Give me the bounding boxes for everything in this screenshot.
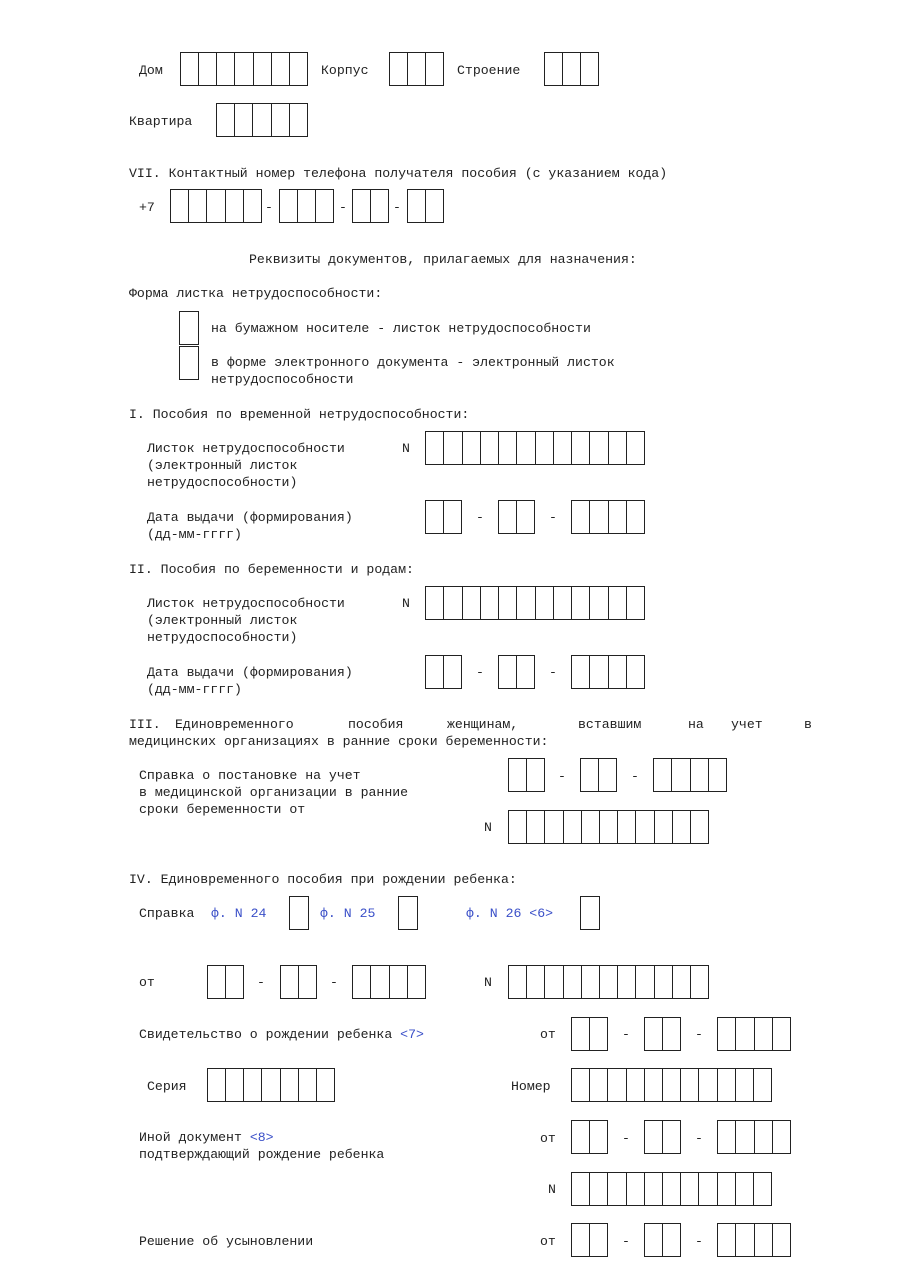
char-cell[interactable] bbox=[408, 53, 426, 85]
issue-day-input[interactable] bbox=[425, 500, 462, 534]
structure-input[interactable] bbox=[544, 52, 599, 86]
spravka-year-input[interactable] bbox=[352, 965, 426, 999]
char-cell[interactable] bbox=[298, 190, 316, 222]
char-cell[interactable] bbox=[171, 190, 189, 222]
char-cell[interactable] bbox=[681, 1173, 699, 1205]
birth-cert-day-input[interactable] bbox=[571, 1017, 608, 1051]
section-3-heading-word: вставшим bbox=[578, 717, 642, 732]
char-cell[interactable] bbox=[463, 587, 481, 619]
date-dash: - bbox=[631, 769, 639, 784]
sick-sheet-label: нетрудоспособности) bbox=[147, 475, 298, 490]
other-doc-day-input[interactable] bbox=[571, 1120, 608, 1154]
section-3-heading-word: Единовременного bbox=[175, 717, 294, 732]
char-cell[interactable] bbox=[718, 1173, 736, 1205]
sick-form-title: Форма листка нетрудоспособности: bbox=[129, 286, 383, 301]
issue-date-format: (дд-мм-гггг) bbox=[147, 527, 242, 542]
phone-heading: VII. Контактный номер телефона получателя пособия (с указанием кода) bbox=[129, 166, 668, 181]
registration-cert-label: Справка о постановке на учет bbox=[139, 768, 361, 783]
char-cell[interactable] bbox=[663, 1173, 681, 1205]
paper-option-label: на бумажном носителе - листок нетрудоспособности bbox=[211, 321, 591, 336]
char-cell[interactable] bbox=[509, 966, 527, 998]
issue-date-label: Дата выдачи (формирования) bbox=[147, 665, 353, 680]
char-cell[interactable] bbox=[545, 966, 563, 998]
char-cell[interactable] bbox=[590, 1224, 607, 1256]
char-cell[interactable] bbox=[217, 53, 235, 85]
electronic-option-label: в форме электронного документа - электронный листок bbox=[211, 355, 615, 370]
char-cell[interactable] bbox=[691, 966, 708, 998]
char-cell[interactable] bbox=[736, 1173, 754, 1205]
number-label: N bbox=[402, 596, 410, 611]
char-cell[interactable] bbox=[736, 1224, 754, 1256]
char-cell[interactable] bbox=[590, 1173, 608, 1205]
char-cell[interactable] bbox=[590, 587, 608, 619]
char-cell[interactable] bbox=[408, 190, 426, 222]
char-cell[interactable] bbox=[572, 656, 590, 688]
date-dash: - bbox=[558, 769, 566, 784]
char-cell[interactable] bbox=[208, 966, 226, 998]
char-cell[interactable] bbox=[226, 190, 244, 222]
char-cell[interactable] bbox=[499, 656, 517, 688]
char-cell[interactable] bbox=[235, 104, 253, 136]
char-cell[interactable] bbox=[426, 53, 443, 85]
char-cell[interactable] bbox=[609, 501, 627, 533]
phone-prefix: +7 bbox=[139, 200, 155, 215]
char-cell[interactable] bbox=[673, 811, 691, 843]
adoption-month-input[interactable] bbox=[644, 1223, 681, 1257]
char-cell[interactable] bbox=[444, 501, 461, 533]
number-label: N bbox=[548, 1182, 556, 1197]
char-cell[interactable] bbox=[590, 1018, 607, 1050]
char-cell[interactable] bbox=[672, 759, 690, 791]
char-cell[interactable] bbox=[371, 966, 389, 998]
char-cell[interactable] bbox=[590, 501, 608, 533]
sick-sheet-label: (электронный листок bbox=[147, 458, 298, 473]
date-dash: - bbox=[549, 665, 557, 680]
char-cell[interactable] bbox=[709, 759, 726, 791]
char-cell[interactable] bbox=[290, 53, 307, 85]
registration-cert-label: в медицинской организации в ранние bbox=[139, 785, 409, 800]
issue-year-input[interactable] bbox=[571, 500, 645, 534]
electronic-sheet-checkbox[interactable] bbox=[179, 346, 199, 380]
char-cell[interactable] bbox=[499, 432, 517, 464]
char-cell[interactable] bbox=[554, 587, 572, 619]
from-label: от bbox=[540, 1131, 556, 1146]
char-cell[interactable] bbox=[563, 53, 581, 85]
char-cell[interactable] bbox=[572, 432, 590, 464]
pregnancy-sheet-number-input[interactable] bbox=[425, 586, 645, 620]
char-cell[interactable] bbox=[718, 1224, 736, 1256]
char-cell[interactable] bbox=[572, 1018, 590, 1050]
section-3-heading-word: III. bbox=[129, 717, 161, 732]
char-cell[interactable] bbox=[654, 759, 672, 791]
adoption-day-input[interactable] bbox=[571, 1223, 608, 1257]
char-cell[interactable] bbox=[444, 432, 462, 464]
char-cell[interactable] bbox=[463, 432, 481, 464]
spravka-label: Справка bbox=[139, 906, 195, 921]
birth-cert-note-link[interactable]: <7> bbox=[400, 1027, 424, 1042]
char-cell[interactable] bbox=[699, 1069, 717, 1101]
char-cell[interactable] bbox=[353, 966, 371, 998]
char-cell[interactable] bbox=[736, 1069, 754, 1101]
char-cell[interactable] bbox=[627, 432, 644, 464]
section-1-heading: I. Пособия по временной нетрудоспособности: bbox=[129, 407, 470, 422]
form-26-link[interactable]: ф. N 26 <6> bbox=[466, 906, 554, 921]
char-cell[interactable] bbox=[645, 1173, 663, 1205]
char-cell[interactable] bbox=[673, 966, 691, 998]
form-24-checkbox[interactable] bbox=[289, 896, 309, 930]
char-cell[interactable] bbox=[627, 501, 644, 533]
char-cell[interactable] bbox=[281, 966, 299, 998]
section-3-heading-word: женщинам, bbox=[447, 717, 519, 732]
char-cell[interactable] bbox=[408, 966, 425, 998]
char-cell[interactable] bbox=[444, 587, 462, 619]
phone-dash: - bbox=[265, 200, 273, 215]
char-cell[interactable] bbox=[572, 1173, 590, 1205]
char-cell[interactable] bbox=[773, 1018, 790, 1050]
char-cell[interactable] bbox=[663, 1224, 680, 1256]
char-cell[interactable] bbox=[499, 501, 517, 533]
from-label: от bbox=[139, 975, 155, 990]
char-cell[interactable] bbox=[627, 587, 644, 619]
phone-dash: - bbox=[393, 200, 401, 215]
char-cell[interactable] bbox=[509, 759, 527, 791]
char-cell[interactable] bbox=[590, 1069, 608, 1101]
form-25-checkbox[interactable] bbox=[398, 896, 418, 930]
char-cell[interactable] bbox=[390, 53, 408, 85]
section-3-heading-word: на bbox=[688, 717, 704, 732]
char-cell[interactable] bbox=[582, 811, 600, 843]
number-label: N bbox=[402, 441, 410, 456]
char-cell[interactable] bbox=[426, 190, 443, 222]
date-dash: - bbox=[695, 1131, 703, 1146]
char-cell[interactable] bbox=[517, 587, 535, 619]
date-dash: - bbox=[549, 510, 557, 525]
char-cell[interactable] bbox=[681, 1069, 699, 1101]
char-cell[interactable] bbox=[590, 432, 608, 464]
char-cell[interactable] bbox=[754, 1069, 771, 1101]
sick-sheet-label: Листок нетрудоспособности bbox=[147, 596, 345, 611]
char-cell[interactable] bbox=[545, 53, 563, 85]
date-dash: - bbox=[622, 1027, 630, 1042]
adoption-label: Решение об усыновлении bbox=[139, 1234, 314, 1249]
char-cell[interactable] bbox=[217, 104, 235, 136]
sick-sheet-label: Листок нетрудоспособности bbox=[147, 441, 345, 456]
series-label: Серия bbox=[147, 1079, 187, 1094]
char-cell[interactable] bbox=[609, 656, 627, 688]
char-cell[interactable] bbox=[316, 190, 333, 222]
char-cell[interactable] bbox=[600, 811, 618, 843]
section-4-heading: IV. Единовременного пособия при рождении ребенка: bbox=[129, 872, 517, 887]
sick-sheet-label: (электронный листок bbox=[147, 613, 298, 628]
char-cell[interactable] bbox=[572, 501, 590, 533]
section-3-heading-word: в bbox=[804, 717, 812, 732]
char-cell[interactable] bbox=[699, 1173, 717, 1205]
char-cell[interactable] bbox=[582, 966, 600, 998]
char-cell[interactable] bbox=[618, 966, 636, 998]
issue-date-label: Дата выдачи (формирования) bbox=[147, 510, 353, 525]
char-cell[interactable] bbox=[599, 759, 616, 791]
form-24-link[interactable]: ф. N 24 bbox=[211, 906, 267, 921]
section-3-heading-word: учет bbox=[731, 717, 763, 732]
date-dash: - bbox=[476, 665, 484, 680]
char-cell[interactable] bbox=[564, 811, 582, 843]
phone-part3-input[interactable] bbox=[407, 189, 444, 223]
apartment-input[interactable] bbox=[216, 103, 308, 137]
char-cell[interactable] bbox=[663, 1121, 680, 1153]
building-input[interactable] bbox=[389, 52, 444, 86]
char-cell[interactable] bbox=[371, 190, 388, 222]
section-3-heading-word: пособия bbox=[348, 717, 404, 732]
char-cell[interactable] bbox=[645, 1018, 663, 1050]
char-cell[interactable] bbox=[608, 1069, 626, 1101]
date-dash: - bbox=[622, 1234, 630, 1249]
char-cell[interactable] bbox=[609, 587, 627, 619]
char-cell[interactable] bbox=[645, 1224, 663, 1256]
spravka-number-input[interactable] bbox=[508, 965, 709, 999]
char-cell[interactable] bbox=[636, 966, 654, 998]
char-cell[interactable] bbox=[773, 1224, 790, 1256]
adoption-year-input[interactable] bbox=[717, 1223, 791, 1257]
phone-part2-input[interactable] bbox=[352, 189, 389, 223]
char-cell[interactable] bbox=[244, 190, 261, 222]
phone-code-input[interactable] bbox=[170, 189, 262, 223]
char-cell[interactable] bbox=[691, 759, 709, 791]
char-cell[interactable] bbox=[590, 1121, 607, 1153]
birth-cert-series-input[interactable] bbox=[207, 1068, 335, 1102]
char-cell[interactable] bbox=[718, 1069, 736, 1101]
building-label: Корпус bbox=[321, 63, 369, 78]
char-cell[interactable] bbox=[517, 501, 534, 533]
date-dash: - bbox=[695, 1027, 703, 1042]
date-dash: - bbox=[476, 510, 484, 525]
section-2-heading: II. Пособия по беременности и родам: bbox=[129, 562, 414, 577]
char-cell[interactable] bbox=[426, 656, 444, 688]
char-cell[interactable] bbox=[545, 811, 563, 843]
other-doc-number-input[interactable] bbox=[571, 1172, 772, 1206]
char-cell[interactable] bbox=[226, 1069, 244, 1101]
other-doc-note-link[interactable]: <8> bbox=[249, 1130, 274, 1145]
char-cell[interactable] bbox=[509, 811, 527, 843]
number-word-label: Номер bbox=[511, 1079, 551, 1094]
char-cell[interactable] bbox=[572, 1224, 590, 1256]
date-dash: - bbox=[622, 1131, 630, 1146]
char-cell[interactable] bbox=[655, 966, 673, 998]
char-cell[interactable] bbox=[536, 432, 554, 464]
char-cell[interactable] bbox=[527, 759, 544, 791]
cert-number-input[interactable] bbox=[508, 810, 709, 844]
char-cell[interactable] bbox=[390, 966, 408, 998]
char-cell[interactable] bbox=[581, 759, 599, 791]
date-dash: - bbox=[257, 975, 265, 990]
char-cell[interactable] bbox=[272, 53, 290, 85]
structure-label: Строение bbox=[457, 63, 521, 78]
char-cell[interactable] bbox=[755, 1121, 773, 1153]
char-cell[interactable] bbox=[272, 104, 290, 136]
section-3-heading-line2: медицинских организациях в ранние сроки беременности: bbox=[129, 734, 549, 749]
char-cell[interactable] bbox=[481, 587, 499, 619]
char-cell[interactable] bbox=[207, 190, 225, 222]
paper-sheet-checkbox[interactable] bbox=[179, 311, 199, 345]
electronic-option-label: нетрудоспособности bbox=[211, 372, 354, 387]
issue-month-input[interactable] bbox=[498, 655, 535, 689]
char-cell[interactable] bbox=[244, 1069, 262, 1101]
char-cell[interactable] bbox=[627, 656, 644, 688]
char-cell[interactable] bbox=[317, 1069, 334, 1101]
char-cell[interactable] bbox=[718, 1121, 736, 1153]
char-cell[interactable] bbox=[572, 1069, 590, 1101]
char-cell[interactable] bbox=[663, 1069, 681, 1101]
documents-heading: Реквизиты документов, прилагаемых для назначения: bbox=[249, 252, 637, 267]
char-cell[interactable] bbox=[481, 432, 499, 464]
char-cell[interactable] bbox=[281, 1069, 299, 1101]
char-cell[interactable] bbox=[290, 104, 307, 136]
apartment-label: Квартира bbox=[129, 114, 193, 129]
char-cell[interactable] bbox=[627, 1173, 645, 1205]
char-cell[interactable] bbox=[736, 1121, 754, 1153]
char-cell[interactable] bbox=[600, 966, 618, 998]
char-cell[interactable] bbox=[581, 53, 598, 85]
sick-sheet-number-input[interactable] bbox=[425, 431, 645, 465]
char-cell[interactable] bbox=[627, 1069, 645, 1101]
char-cell[interactable] bbox=[353, 190, 371, 222]
char-cell[interactable] bbox=[199, 53, 217, 85]
sick-sheet-label: нетрудоспособности) bbox=[147, 630, 298, 645]
other-doc-label: Иной документ <8> bbox=[139, 1130, 274, 1145]
char-cell[interactable] bbox=[426, 587, 444, 619]
char-cell[interactable] bbox=[754, 1173, 771, 1205]
spravka-month-input[interactable] bbox=[280, 965, 317, 999]
other-doc-label: подтверждающий рождение ребенка bbox=[139, 1147, 385, 1162]
char-cell[interactable] bbox=[299, 966, 316, 998]
cert-month-input[interactable] bbox=[580, 758, 617, 792]
birth-cert-number-input[interactable] bbox=[571, 1068, 772, 1102]
char-cell[interactable] bbox=[645, 1069, 663, 1101]
char-cell[interactable] bbox=[299, 1069, 317, 1101]
char-cell[interactable] bbox=[773, 1121, 790, 1153]
char-cell[interactable] bbox=[636, 811, 654, 843]
issue-date-format: (дд-мм-гггг) bbox=[147, 682, 242, 697]
char-cell[interactable] bbox=[736, 1018, 754, 1050]
form-26-checkbox[interactable] bbox=[580, 896, 600, 930]
number-label: N bbox=[484, 820, 492, 835]
house-input[interactable] bbox=[180, 52, 308, 86]
char-cell[interactable] bbox=[655, 811, 673, 843]
char-cell[interactable] bbox=[254, 53, 272, 85]
birth-cert-month-input[interactable] bbox=[644, 1017, 681, 1051]
char-cell[interactable] bbox=[718, 1018, 736, 1050]
char-cell[interactable] bbox=[189, 190, 207, 222]
cert-day-input[interactable] bbox=[508, 758, 545, 792]
char-cell[interactable] bbox=[208, 1069, 226, 1101]
birth-cert-year-input[interactable] bbox=[717, 1017, 791, 1051]
char-cell[interactable] bbox=[645, 1121, 663, 1153]
char-cell[interactable] bbox=[618, 811, 636, 843]
char-cell[interactable] bbox=[663, 1018, 680, 1050]
issue-month-input[interactable] bbox=[498, 500, 535, 534]
from-label: от bbox=[540, 1234, 556, 1249]
char-cell[interactable] bbox=[426, 501, 444, 533]
house-label: Дом bbox=[139, 63, 163, 78]
char-cell[interactable] bbox=[755, 1018, 773, 1050]
char-cell[interactable] bbox=[554, 432, 572, 464]
phone-dash: - bbox=[339, 200, 347, 215]
char-cell[interactable] bbox=[527, 966, 545, 998]
char-cell[interactable] bbox=[609, 432, 627, 464]
char-cell[interactable] bbox=[181, 53, 199, 85]
char-cell[interactable] bbox=[426, 432, 444, 464]
char-cell[interactable] bbox=[235, 53, 253, 85]
from-label: от bbox=[540, 1027, 556, 1042]
char-cell[interactable] bbox=[590, 656, 608, 688]
char-cell[interactable] bbox=[517, 432, 535, 464]
spravka-day-input[interactable] bbox=[207, 965, 244, 999]
char-cell[interactable] bbox=[280, 190, 298, 222]
char-cell[interactable] bbox=[262, 1069, 280, 1101]
issue-year-input[interactable] bbox=[571, 655, 645, 689]
phone-part1-input[interactable] bbox=[279, 189, 334, 223]
char-cell[interactable] bbox=[517, 656, 534, 688]
char-cell[interactable] bbox=[572, 1121, 590, 1153]
date-dash: - bbox=[695, 1234, 703, 1249]
char-cell[interactable] bbox=[253, 104, 271, 136]
char-cell[interactable] bbox=[444, 656, 461, 688]
char-cell[interactable] bbox=[527, 811, 545, 843]
issue-day-input[interactable] bbox=[425, 655, 462, 689]
other-doc-year-input[interactable] bbox=[717, 1120, 791, 1154]
char-cell[interactable] bbox=[608, 1173, 626, 1205]
birth-cert-label: Свидетельство о рождении ребенка <7> bbox=[139, 1027, 424, 1042]
date-dash: - bbox=[330, 975, 338, 990]
char-cell[interactable] bbox=[572, 587, 590, 619]
form-25-link[interactable]: ф. N 25 bbox=[320, 906, 376, 921]
other-doc-month-input[interactable] bbox=[644, 1120, 681, 1154]
char-cell[interactable] bbox=[226, 966, 243, 998]
char-cell[interactable] bbox=[536, 587, 554, 619]
cert-year-input[interactable] bbox=[653, 758, 727, 792]
char-cell[interactable] bbox=[691, 811, 708, 843]
char-cell[interactable] bbox=[564, 966, 582, 998]
registration-cert-label: сроки беременности от bbox=[139, 802, 306, 817]
char-cell[interactable] bbox=[755, 1224, 773, 1256]
char-cell[interactable] bbox=[499, 587, 517, 619]
number-label: N bbox=[484, 975, 492, 990]
